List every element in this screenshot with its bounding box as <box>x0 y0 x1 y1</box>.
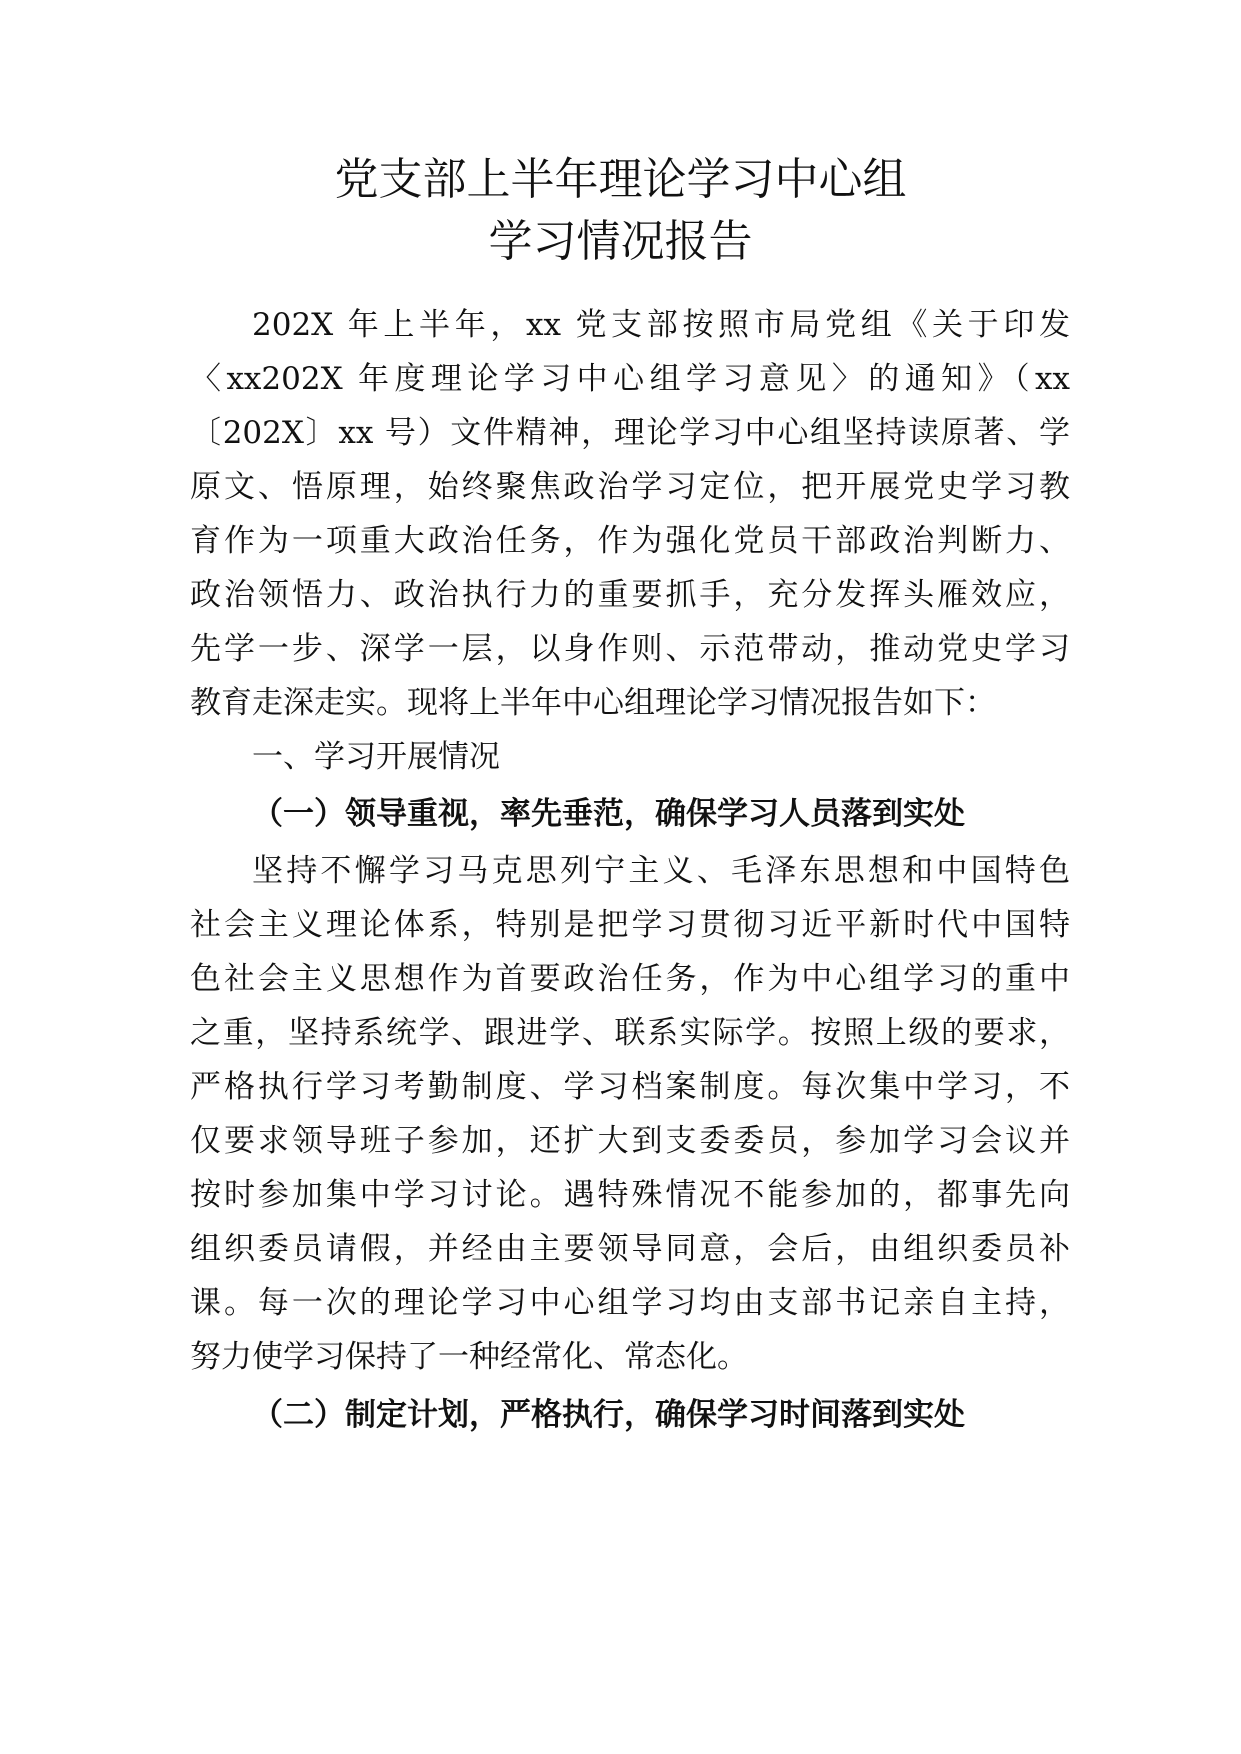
sub1-line-6: 仅要求领导班子参加，还扩大到支委委员，参加学习会议并 <box>190 1123 1070 1159</box>
sub1-line-3: 色社会主义思想作为首要政治任务，作为中心组学习的重中 <box>190 961 1070 997</box>
document-title-line-1: 党支部上半年理论学习中心组 <box>334 154 907 205</box>
sub1-line-1: 坚持不懈学习马克思列宁主义、毛泽东思想和中国特色 <box>252 853 1070 889</box>
sub1-line-5: 严格执行学习考勤制度、学习档案制度。每次集中学习，不 <box>190 1069 1070 1105</box>
sub1-line-7: 按时参加集中学习讨论。遇特殊情况不能参加的，都事先向 <box>190 1177 1070 1213</box>
intro-line-4: 原文、悟原理，始终聚焦政治学习定位，把开展党史学习教 <box>190 469 1070 505</box>
intro-line-5: 育作为一项重大政治任务，作为强化党员干部政治判断力、 <box>190 523 1070 559</box>
sub1-line-8: 组织委员请假，并经由主要领导同意，会后，由组织委员补 <box>190 1231 1070 1267</box>
intro-line-6: 政治领悟力、政治执行力的重要抓手，充分发挥头雁效应， <box>190 577 1070 613</box>
intro-line-8: 教育走深走实。现将上半年中心组理论学习情况报告如下： <box>190 685 996 721</box>
section-heading-1: 一、学习开展情况 <box>252 739 500 775</box>
subsection-heading-2: （二）制定计划，严格执行，确保学习时间落到实处 <box>252 1397 965 1433</box>
sub1-line-2: 社会主义理论体系，特别是把学习贯彻习近平新时代中国特 <box>190 907 1070 943</box>
sub1-line-9: 课。每一次的理论学习中心组学习均由支部书记亲自主持， <box>190 1285 1070 1321</box>
intro-line-2: 〈xx202X 年度理论学习中心组学习意见〉的通知》（xx <box>190 361 1070 397</box>
sub1-line-10: 努力使学习保持了一种经常化、常态化。 <box>190 1339 748 1375</box>
sub1-line-4: 之重，坚持系统学、跟进学、联系实际学。按照上级的要求， <box>190 1015 1070 1051</box>
intro-line-3: 〔202X〕xx 号）文件精神，理论学习中心组坚持读原著、学 <box>190 415 1070 451</box>
intro-line-1: 202X 年上半年，xx 党支部按照市局党组《关于印发 <box>252 307 1070 343</box>
intro-line-7: 先学一步、深学一层，以身作则、示范带动，推动党史学习 <box>190 631 1070 667</box>
document-title-line-2: 学习情况报告 <box>488 216 753 267</box>
subsection-heading-1: （一）领导重视，率先垂范，确保学习人员落到实处 <box>252 796 965 832</box>
